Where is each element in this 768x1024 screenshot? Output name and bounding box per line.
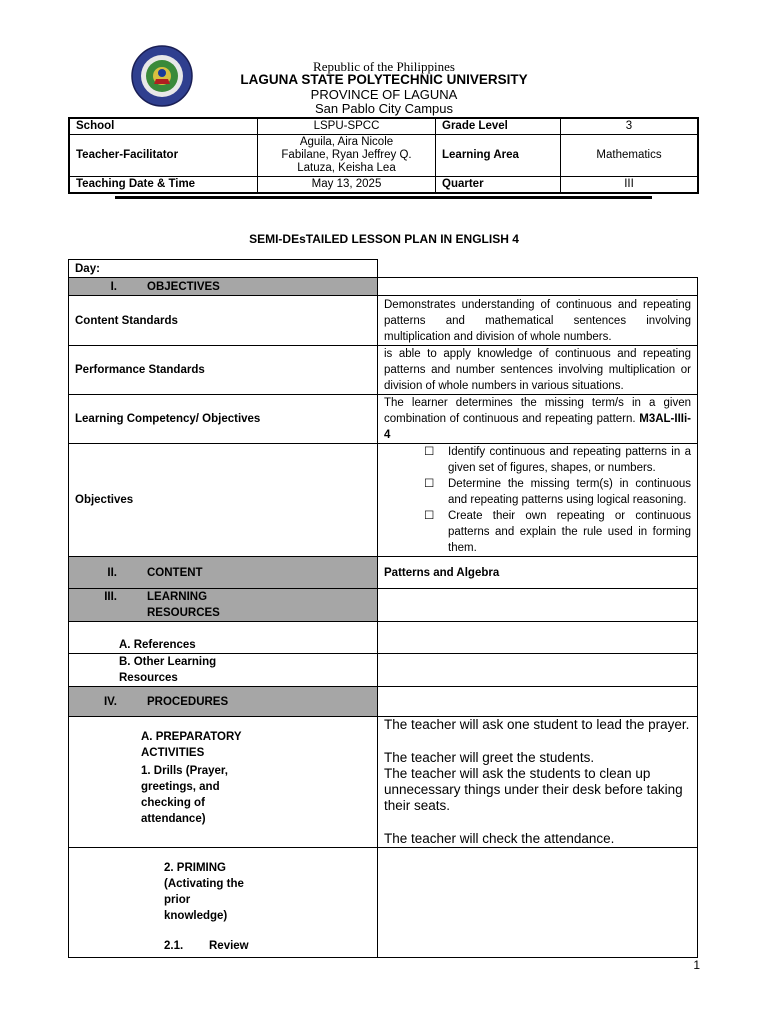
teaching-date-label: Teaching Date & Time (69, 177, 258, 194)
performance-standards-text: is able to apply knowledge of continuous and repeating patterns and number sentences involving multiplication or division of whole numbers in various situations. (378, 346, 698, 395)
header-divider (115, 196, 652, 199)
prep-line: The teacher will ask the students to clean up unnecessary things under their desk before taking their seats. (384, 766, 683, 813)
teaching-date-value: May 13, 2025 (258, 177, 436, 194)
content-value: Patterns and Algebra (378, 557, 698, 589)
section-content (69, 557, 378, 589)
section-objectives (69, 278, 378, 296)
section-number: III. (104, 591, 117, 603)
prep-line: The teacher will ask one student to lead the prayer. (384, 717, 690, 732)
checkbox-icon: ☐ (424, 510, 435, 522)
learning-area-label: Learning Area (436, 135, 561, 177)
content-standards-text: Demonstrates understanding of continuous and repeating patterns and mathematical sentences involving multiplication and division of whole numbers. (378, 296, 698, 346)
section-label: LEARNING RESOURCES (147, 591, 220, 619)
review-label: 2.1. Review (164, 940, 249, 952)
republic-line: Republic of the Philippines (313, 59, 455, 74)
competency-code: M3AL-IIIi-4 (384, 413, 691, 441)
section-number: I. (110, 280, 117, 293)
objectives-list (378, 444, 698, 557)
objectives-row-label: Objectives (69, 444, 378, 557)
section-label: CONTENT (147, 566, 203, 579)
competency-label: Learning Competency/ Objectives (69, 395, 378, 444)
section-learning-resources (69, 589, 378, 622)
university-name: LAGUNA STATE POLYTECHNIC UNIVERSITY (240, 72, 528, 87)
day-value (378, 260, 698, 278)
preparatory-activities-label: A. PREPARATORY ACTIVITIES (141, 731, 242, 759)
competency-cell (378, 395, 698, 444)
school-value: LSPU-SPCC (258, 118, 436, 135)
preparatory-activities-text (378, 717, 698, 848)
section-number: IV. (103, 695, 117, 708)
campus-line: San Pablo City Campus (314, 101, 453, 116)
objective-item: ☐ Determine the missing term(s) in continuous and repeating patterns using logical reasoning. (424, 478, 691, 506)
section-number: II. (107, 566, 117, 579)
checkbox-icon: ☐ (424, 478, 435, 490)
page-number: 1 (693, 958, 700, 972)
section-label: PROCEDURES (147, 695, 229, 708)
province-line: PROVINCE OF LAGUNA (310, 87, 458, 102)
prep-line: The teacher will greet the students. (384, 750, 595, 765)
teacher-names (258, 135, 436, 177)
preparatory-activities-cell (69, 717, 378, 848)
checkbox-icon: ☐ (424, 446, 435, 458)
objective-item: ☐ Identify continuous and repeating patterns in a given set of figures, shapes, or numbers. (424, 446, 691, 474)
info-table (68, 117, 699, 194)
other-resources-label: B. Other Learning Resources (69, 654, 378, 687)
teacher-name-2: Fabilane, Ryan Jeffrey Q. (281, 149, 412, 161)
content-standards-label: Content Standards (69, 296, 378, 346)
grade-level-label: Grade Level (436, 118, 561, 135)
priming-label: 2. PRIMING (Activating the prior knowledge) (164, 862, 244, 922)
section-label: OBJECTIVES (147, 280, 220, 293)
quarter-value: III (561, 177, 699, 194)
school-label: School (69, 118, 258, 135)
grade-level-value: 3 (561, 118, 699, 135)
priming-cell (69, 848, 378, 958)
objective-item: ☐ Create their own repeating or continuous patterns and explain the rule used in forming them. (424, 510, 691, 554)
performance-standards-label: Performance Standards (69, 346, 378, 395)
day-label: Day: (69, 260, 378, 278)
references-label: A. References (69, 622, 378, 654)
teacher-name-1: Aguila, Aira Nicole (299, 136, 394, 148)
learning-area-value: Mathematics (561, 135, 699, 177)
teacher-label: Teacher-Facilitator (69, 135, 258, 177)
drills-label: 1. Drills (Prayer, greetings, and checking of attendance) (141, 765, 228, 825)
lesson-plan-title: SEMI-DEsTAILED LESSON PLAN IN ENGLISH 4 (249, 232, 519, 246)
competency-text: The learner determines the missing term/s in a given combination of continuous and repeating pattern. (384, 397, 691, 425)
teacher-name-3: Latuza, Keisha Lea (297, 162, 396, 174)
prep-line: The teacher will check the attendance. (384, 831, 615, 846)
section-procedures (69, 687, 378, 717)
quarter-label: Quarter (436, 177, 561, 194)
lesson-plan-table (68, 259, 698, 958)
